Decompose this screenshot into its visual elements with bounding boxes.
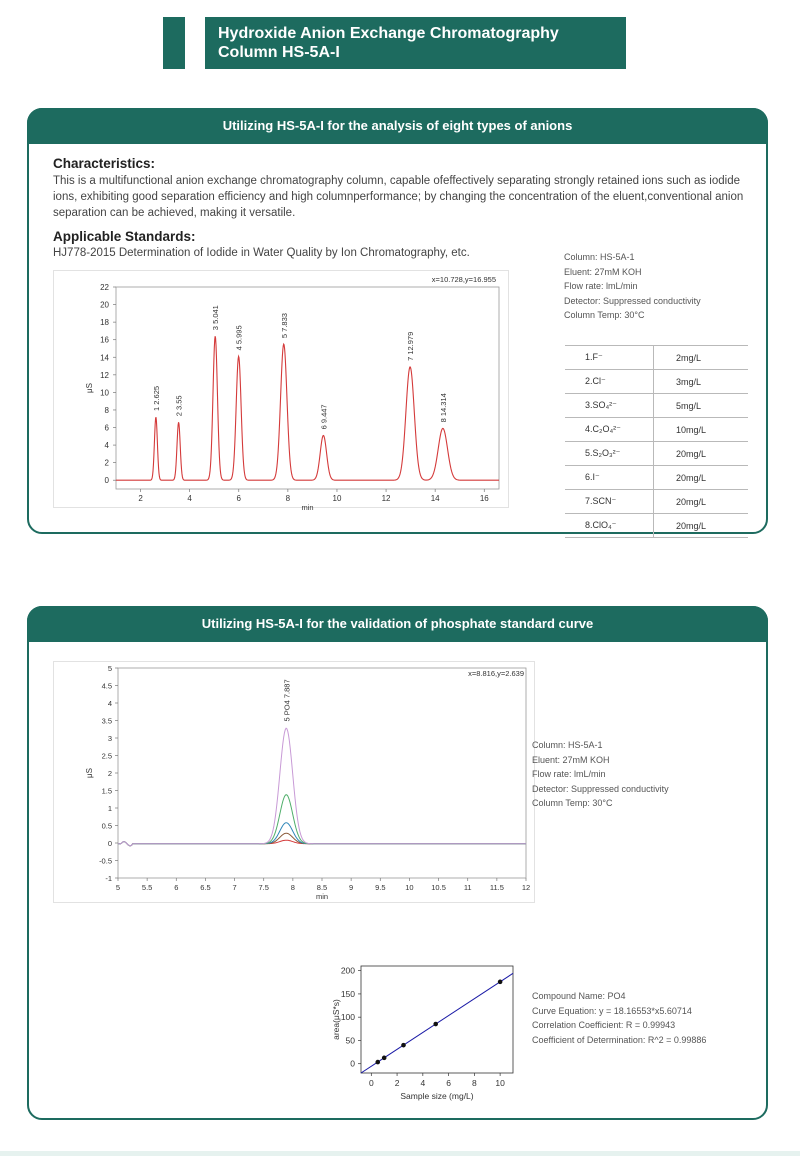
anion-chromatogram-box	[53, 270, 509, 512]
ion-conc: 20mg/L	[654, 442, 749, 466]
cursor-readout: x=8.816,y=2.639	[468, 669, 524, 678]
ion-name: 3.SO₄²⁻	[565, 394, 654, 418]
y-tick-label: 0	[350, 1058, 355, 1069]
y-axis-label: area(μS*s)	[331, 999, 341, 1040]
y-tick-label: 8	[104, 405, 109, 415]
x-tick-label: 12	[521, 883, 531, 892]
y-tick-label: 1.5	[101, 786, 112, 796]
phosphate-chromatogram	[54, 662, 534, 902]
peak-label: 4 5.995	[234, 325, 244, 351]
data-point	[498, 980, 503, 985]
x-tick-label: 8	[471, 1078, 477, 1088]
y-tick-label: 50	[345, 1035, 355, 1046]
ion-name: 1.F⁻	[565, 346, 654, 370]
ion-name: 6.I⁻	[565, 466, 654, 490]
curve-info	[532, 989, 706, 1047]
s1-condition-flow: Flow rate: lmL/min	[564, 281, 638, 291]
footer-line	[0, 1151, 800, 1156]
ion-conc: 5mg/L	[654, 394, 749, 418]
y-tick-label: 6	[104, 423, 109, 433]
y-tick-label: 100	[340, 1012, 355, 1023]
y-tick-label: 3	[107, 734, 112, 743]
x-tick-label: 6	[446, 1078, 451, 1088]
phosphate-trace	[118, 823, 526, 846]
plot-frame	[118, 668, 526, 878]
x-tick-label: 10	[495, 1078, 505, 1088]
ion-conc: 20mg/L	[654, 466, 749, 490]
ion-name: 4.C₂O₄²⁻	[565, 418, 654, 442]
phosphate-chromatogram-box	[53, 661, 535, 903]
table-row	[565, 370, 748, 394]
x-tick-label: 10.5	[431, 883, 446, 892]
data-point	[375, 1060, 380, 1065]
peak-label: 1 2.625	[151, 385, 161, 411]
y-tick-label: 10	[100, 388, 109, 398]
s2-condition-flow: Flow rate: lmL/min	[532, 769, 606, 779]
ion-name: 5.S₂O₃²⁻	[565, 442, 654, 466]
section1-heading: Utilizing HS-5A-I for the analysis of eight types of anions	[27, 108, 768, 144]
x-tick-label: 6.5	[200, 883, 211, 892]
x-tick-label: 4	[187, 494, 192, 503]
anion-chromatogram	[54, 271, 508, 512]
y-tick-label: 2	[107, 769, 112, 778]
y-tick-label: 5	[107, 664, 112, 673]
phosphate-trace	[118, 840, 526, 846]
peak-label: 8 14.314	[438, 393, 448, 423]
ion-conc: 2mg/L	[654, 346, 749, 370]
section2-heading: Utilizing HS-5A-I for the validation of phosphate standard curve	[27, 606, 768, 642]
s2-condition-temp: Column Temp: 30°C	[532, 798, 613, 808]
y-tick-label: 18	[100, 318, 109, 328]
x-tick-label: 10	[332, 494, 342, 503]
characteristics-title: Characteristics:	[53, 156, 156, 171]
y-tick-label: 2.5	[101, 751, 112, 761]
standards-text: HJ778-2015 Determination of Iodide in Water Quality by Ion Chromatography, etc.	[53, 247, 470, 259]
y-tick-label: 3.5	[101, 716, 112, 726]
phosphate-trace	[118, 795, 526, 846]
table-row	[565, 418, 748, 442]
ion-conc: 20mg/L	[654, 490, 749, 514]
s2-condition-detector: Detector: Suppressed conductivity	[532, 783, 669, 794]
page-title	[218, 24, 559, 62]
y-axis-label: μS	[85, 383, 94, 393]
s1-condition-temp: Column Temp: 30°C	[564, 310, 645, 320]
x-tick-label: 8.5	[316, 883, 328, 892]
section1-conditions	[564, 250, 701, 323]
peak-label: 3 5.041	[211, 305, 221, 331]
x-tick-label: 6	[174, 883, 179, 892]
y-tick-label: 4	[104, 441, 109, 451]
x-tick-label: 4	[420, 1078, 426, 1088]
x-tick-label: 10	[405, 883, 414, 892]
x-tick-label: 5	[115, 883, 121, 892]
s1-condition-eluent: Eluent: 27mM KOH	[564, 266, 642, 277]
y-tick-label: -0.5	[99, 856, 112, 866]
x-tick-label: 11	[463, 883, 472, 892]
y-tick-label: 150	[340, 988, 355, 999]
curve-compound: Compound Name: PO4	[532, 991, 626, 1001]
section-phosphate-curve	[27, 606, 768, 1120]
table-row	[565, 346, 748, 370]
y-tick-label: 4.5	[101, 681, 112, 691]
curve-equation: Curve Equation: y = 18.16553*x5.60714	[532, 1005, 692, 1016]
y-tick-label: 4	[107, 699, 112, 708]
x-tick-label: 11.5	[489, 883, 504, 892]
y-tick-label: 16	[100, 335, 109, 345]
ion-name: 7.SCN⁻	[565, 490, 654, 514]
x-tick-label: 8	[285, 494, 291, 503]
data-point	[433, 1022, 438, 1027]
x-axis-label: Sample size (mg/L)	[400, 1091, 474, 1101]
calibration-curve	[299, 960, 519, 1105]
table-row	[565, 394, 748, 418]
y-tick-label: 1	[107, 804, 112, 813]
s2-condition-column: Column: HS-5A-1	[532, 740, 603, 750]
cursor-readout: x=10.728,y=16.955	[431, 275, 496, 284]
ion-name: 2.Cl⁻	[565, 370, 654, 394]
ion-name: 8.ClO₄⁻	[565, 514, 654, 538]
s1-condition-detector: Detector: Suppressed conductivity	[564, 295, 701, 306]
curve-correlation: Correlation Coefficient: R = 0.99943	[532, 1020, 676, 1030]
x-tick-label: 2	[138, 494, 143, 503]
s1-condition-column: Column: HS-5A-1	[564, 252, 635, 262]
ion-conc: 20mg/L	[654, 514, 749, 538]
standards-title: Applicable Standards:	[53, 229, 196, 244]
page-title-line1: Hydroxide Anion Exchange Chromatography	[218, 25, 559, 42]
y-tick-label: 14	[100, 353, 109, 363]
peak-label: 2 3.55	[174, 395, 184, 417]
y-tick-label: 0.5	[101, 821, 112, 831]
y-tick-label: 20	[100, 300, 109, 310]
data-point	[401, 1043, 406, 1048]
ion-conc: 10mg/L	[654, 418, 749, 442]
y-tick-label: -1	[105, 874, 112, 883]
y-tick-label: 22	[100, 283, 109, 292]
peak-label: 6 9.447	[319, 404, 329, 430]
y-tick-label: 0	[107, 839, 112, 848]
x-tick-label: 9.5	[375, 883, 386, 892]
phosphate-trace	[118, 728, 526, 846]
table-row	[565, 514, 748, 538]
x-axis-label: min	[301, 503, 314, 512]
ion-concentration-table	[565, 345, 748, 538]
peak-label: 5 7.833	[279, 313, 289, 339]
x-tick-label: 14	[430, 494, 440, 503]
x-tick-label: 7	[232, 883, 237, 892]
data-point	[382, 1056, 387, 1061]
characteristics-text: This is a multifunctional anion exchange chromatography column, capable ofeffectively separating strongly retained ions such as iodide ions, exhibiting good separation efficiency and high columnperformance; by changing the concentration of the eluent,conventional anion separation can be achieved, making it versatile.	[53, 175, 744, 219]
y-tick-label: 12	[100, 370, 109, 380]
x-axis-label: min	[315, 892, 329, 901]
section2-conditions	[532, 738, 669, 811]
plot-frame	[116, 287, 499, 489]
x-tick-label: 7.5	[258, 883, 269, 892]
x-tick-label: 12	[381, 494, 391, 503]
ion-conc: 3mg/L	[654, 370, 749, 394]
y-tick-label: 2	[104, 458, 109, 468]
section-anion-analysis	[27, 108, 768, 534]
table-row	[565, 442, 748, 466]
page-title-line2: Column HS-5A-I	[218, 44, 340, 61]
y-tick-label: 200	[340, 965, 355, 976]
x-tick-label: 0	[368, 1078, 374, 1088]
table-row	[565, 466, 748, 490]
x-tick-label: 2	[394, 1078, 400, 1088]
x-tick-label: 5.5	[141, 883, 153, 892]
x-tick-label: 16	[479, 494, 489, 503]
s2-condition-eluent: Eluent: 27mM KOH	[532, 754, 610, 765]
table-row	[565, 490, 748, 514]
peak-label: 7 12.979	[406, 331, 416, 361]
header-accent-stripe	[185, 17, 205, 69]
curve-determination: Coefficient of Determination: R^2 = 0.99886	[532, 1034, 707, 1045]
y-tick-label: 0	[104, 476, 109, 486]
x-tick-label: 8	[290, 883, 295, 892]
y-axis-label: μS	[85, 768, 94, 778]
x-tick-label: 6	[236, 494, 241, 503]
x-tick-label: 9	[349, 883, 354, 892]
peak-label: 5 PO4 7.887	[282, 679, 292, 722]
